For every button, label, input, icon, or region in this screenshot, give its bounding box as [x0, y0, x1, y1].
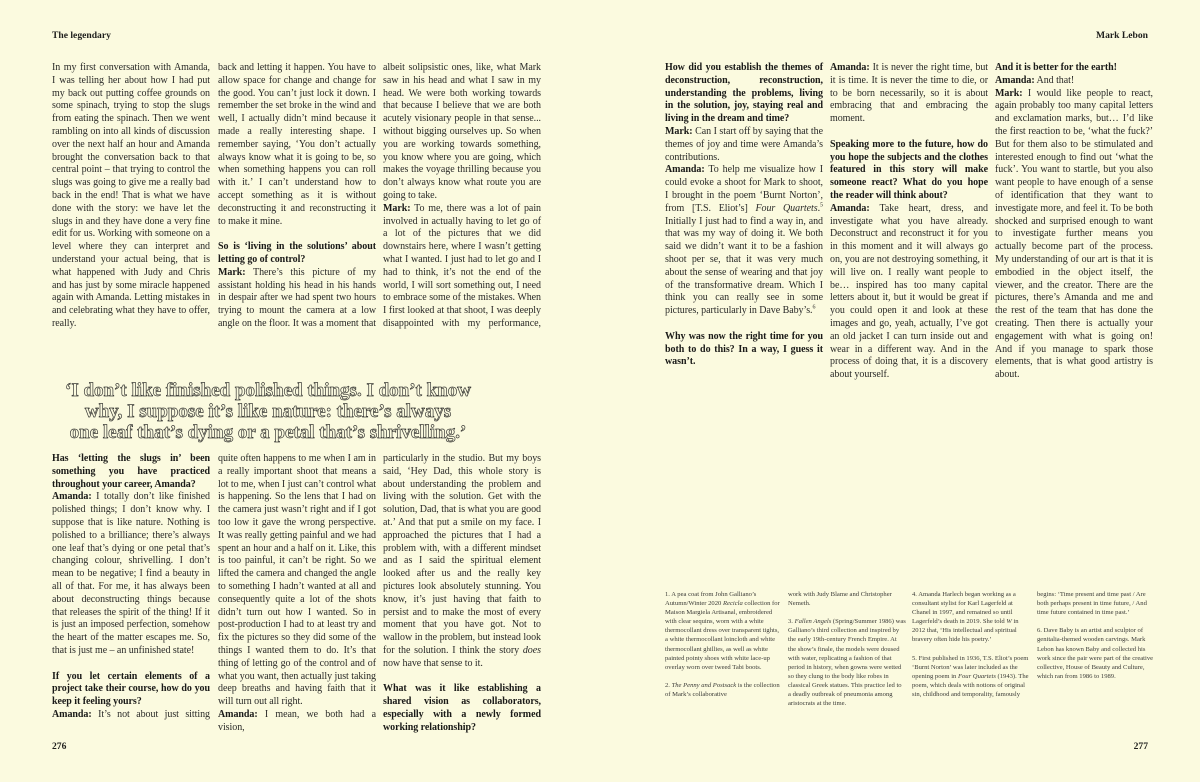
pull-quote: [18, 380, 518, 443]
text-run: (1943). The poem, which deals with notions of original sin, childhood and temporality, famously: [912, 672, 1029, 699]
text-run: 5. First published in 1936, T.S. Eliot’s poem ‘Burnt Norton’ was later included as the opening poem in: [912, 654, 1029, 680]
text-run: What was it like establishing a shared vision as collaborators, especially with a newly formed working relationship?: [383, 683, 541, 733]
italic-title: W: [1006, 618, 1012, 626]
text-run: Take heart, dress, and investigate what you have already. Deconstruct and reconstruct it for you in this moment and it will always go on, you are not destroying something, it will live on. I really want people to be… inspired has too many capital letters about it, but it would be great if you could open it and look at these images and go, yeah, actually, I’ve got an old jacket I can turn inside out and wear in a different way. And in the process of doing that, it is a discovery about yourself.: [830, 202, 988, 381]
interview-question: [52, 671, 210, 709]
paragraph: [830, 62, 988, 126]
speaker-label: Amanda:: [830, 62, 870, 73]
text-run: albeit solipsistic ones, like, what Mark saw in his head and what I saw in my head. We were both working towards that because I believe that we are both acutely visionary people in that sense... without bigging ourselves up. So when you are working towards something, you know where you are going, which makes the voyage thrilling because you don’t always know what route you are going to take.: [383, 62, 541, 201]
page-number-left: 276: [52, 741, 67, 752]
italic-title: Recicla: [722, 600, 743, 608]
text-run: Speaking more to the future, how do you hope the subjects and the clothes featured in this story will make someone react? What do you hope the reader will think about?: [830, 138, 988, 201]
paragraph: [665, 681, 783, 699]
interview-question: [665, 62, 823, 126]
speaker-label: Amanda:: [52, 491, 92, 503]
italic-title: The Penny and Postsack: [671, 681, 737, 689]
text-run: 2.: [665, 681, 672, 689]
text-run: There’s this picture of my assistant holding his head in his hands in despair after we had spent two hours trying to mount the camera at a low angle on the floor. It was a moment that: [218, 266, 376, 329]
paragraph: [218, 267, 376, 331]
text-run: now have that sense to it.: [383, 657, 483, 669]
text-run: I would like people to react, again probably too many capital letters and exclamation marks, but… I’d like the first reaction to be, ‘what the fuck?’ But for them also to be stimulated and interested enough to find out ‘what the fuck’. You want to startle, but you also want people to have enough of a sense of identification that they want to investigate more, and feel it. To be both shocked and surprised enough to want to investigate further means you actually become part of the process. My understanding of our art is that it is embodied in the object itself, the viewer, and the creator. There are the pictures, there’s Amanda and me and the rest of the team that has done the creating. Then there is actually your engagement with what is going on! And if you manage to spark those elements, that is what good artistry is about.: [995, 87, 1153, 381]
italic-title: does: [522, 644, 541, 656]
text-run: work with Judy Blame and Christopher Nemeth.: [788, 591, 892, 608]
interview-question: [830, 139, 988, 203]
interview-question: [383, 683, 541, 734]
italic-title: Four Quartets: [755, 202, 818, 214]
text-run: Initially I just had to find a way in, and that was my way of doing it. We both said we didn’t want it to be a fashion shoot per se, that it was very much about the sense of wearing and that joy of the transformative dream. Which I think you can really see in some pictures, particularly in Dave Baby’s.: [665, 215, 823, 317]
speaker-label: Amanda:: [830, 202, 870, 214]
pull-quote-line: ‘I don’t like finished polished things. I don’t know: [65, 380, 471, 401]
italic-title: Fallen Angels: [794, 618, 832, 626]
text-run: 3.: [788, 618, 795, 626]
italic-title: Four Quartets: [957, 672, 996, 680]
article-column: [383, 62, 541, 331]
text-run: 4. Amanda Harlech began working as a consultant stylist for Karl Lagerfeld at Chanel in 1997, and remained so until Lagerfeld’s death in 2019. She told: [912, 591, 1016, 626]
paragraph: [218, 709, 376, 735]
speaker-label: Mark:: [218, 266, 246, 278]
paragraph: [1037, 626, 1155, 681]
speaker-label: Amanda:: [218, 708, 258, 720]
paragraph: [1037, 590, 1155, 617]
text-run: quite often happens to me when I am in a really important shoot that means a lot to me, when I just can’t control what is happening. So the lens that I had on the camera just wasn’t right and if I got too low it gave the wrong perspective. It was really getting painful and we had spent an hour and a half on it. Like, this is too painful, it can’t be right. So we lifted the camera and changed the angle to something I hadn’t wanted at all and consequently quite a lot of the shots didn’t turn out how I wanted. So in post-production I had to at least try and fix the pictures so they did some of the things I wanted them to do. It’s that thing of letting go of the control and of what you want, then actually just taking deep breaths and having faith that it will turn out all right.: [218, 453, 377, 708]
text-run: And it is better for the earth!: [995, 62, 1117, 73]
pull-quote-line: why, I suppose it’s like nature: there’s always: [84, 401, 452, 422]
paragraph: [995, 88, 1153, 382]
paragraph: [788, 617, 906, 708]
text-run: is the collection of Mark’s collaborative: [665, 681, 780, 699]
paragraph: [218, 62, 376, 228]
article-column: [665, 62, 823, 369]
paragraph: [665, 126, 823, 164]
article-column: [52, 453, 210, 722]
paragraph: [383, 62, 541, 203]
footnote-ref: 5: [820, 202, 823, 209]
article-column: [218, 62, 376, 331]
footnotes-column: [665, 590, 783, 699]
article-column: [218, 453, 376, 735]
paragraph: [383, 203, 541, 331]
text-run: How did you establish the themes of deconstruction, reconstruction, understanding the problems, living in the solution, joy, staying real and living in the dream and time?: [665, 62, 823, 125]
text-run: Has ‘letting the slugs in’ been something you have practiced throughout your career, Amanda?: [52, 453, 210, 490]
paragraph: [912, 654, 1030, 699]
text-run: Can I start off by saying that the themes of joy and time were Amanda’s contributions.: [665, 125, 823, 163]
text-run: It is never the right time, but it is time. It is never the time to die, or to be born necessarily, so it is about embracing that and embracing the moment.: [830, 62, 988, 125]
text-run: I totally don’t like finished polished things; I don’t know why. I suppose that is like nature. Nothing is polished to a brilliance; there’s always one leaf that’s dying or one petal that’s changing colour, shrivelling. I don’t mean to be negative; I find a beauty in all of that. For me, it has always been about deconstructing things because that releases the spirit of the thing! If it is just an imposed perfection, somehow the heart of the matter escapes me. So, that is just me – an unfinished state!: [52, 491, 210, 656]
text-run: So is ‘living in the solutions’ about letting go of control?: [218, 241, 376, 265]
paragraph: [52, 491, 210, 657]
speaker-label: Amanda:: [995, 74, 1035, 86]
speaker-label: Amanda:: [52, 708, 92, 720]
text-run: I mean, we both had a vision,: [218, 708, 376, 733]
paragraph: [52, 709, 210, 722]
interview-question: [995, 62, 1153, 75]
speaker-label: Amanda:: [665, 164, 705, 176]
text-run: particularly in the studio. But my boys said, ‘Hey Dad, this whole story is about understanding the problem and living with the solution. Get with the solution, Dad, that is what you are good at.’ And that put a smile on my face. I approached the pictures that I had a problem with, with a different mindset and as I said the spiritual element looked after us and the really key pictures look absolutely stunning. You know, it’s just having that faith to persist and to make the most of every moment that you have got. Not to wallow in the problem, but instead look for the solution. I think the story: [383, 453, 541, 656]
text-run: .: [817, 202, 821, 214]
article-column: [383, 453, 541, 735]
speaker-label: Mark:: [665, 125, 693, 137]
paragraph: [665, 590, 783, 672]
paragraph: [830, 203, 988, 382]
article-column: [995, 62, 1153, 382]
text-run: And that!: [1034, 74, 1075, 86]
speaker-label: Mark:: [383, 202, 411, 214]
footnotes-column: [788, 590, 906, 708]
text-run: Why was now the right time for you both to do this? In a way, I guess it wasn’t.: [665, 330, 823, 368]
paragraph: [383, 453, 541, 671]
footnotes-column: [912, 590, 1030, 699]
paragraph: [995, 75, 1153, 88]
running-head-right: Mark Lebon: [1096, 30, 1148, 41]
text-run: To me, there was a lot of pain involved in actually having to let go of a lot of the pictures that we did downstairs here, where I wasn’t getting what I wanted. I just had to let go and I had to think, it’s not the end of the world, I will sort something out, I need to embrace some of the mistakes. When I first looked at that shoot, I was deeply disappointed with my performance,: [383, 202, 541, 329]
text-run: In my first conversation with Amanda, I was telling her about how I had put my back out putting coffee grounds on some spinach, trying to stop the slugs from eating the spinach. Then we went rambling on into all kinds of discussion over the next half an hour and Amanda brought the conversation back to that central point – that trying to control the slugs was going to give me a really bad back in the end! That is what we have done with the story: we have let the slugs in and they have done a very fine edit for us. Working with someone on a level where they can interpret and understand your actual being, that is what happened with Judy and Chris and has just by some miracle happened again with Amanda. Letting mistakes in and celebrating what they have to offer, really.: [52, 62, 210, 329]
text-run: begins: ‘Time present and time past / Are both perhaps present in time future, / And time future contained in time past.’: [1037, 591, 1147, 617]
text-run: collection for Maison Margiela Artisanal, embroidered with clear sequins, worn with a white thermocollant dress over transparent tights, a white thermocollant loincloth and white thermocollant ghillies, as well as white painted pointy shoes with white lace-up overlay worn over tweed Tabi boots.: [665, 600, 780, 671]
paragraph: [912, 590, 1030, 645]
pull-quote-line: one leaf that’s dying or a petal that’s shrivelling.’: [69, 422, 467, 443]
article-column: [52, 62, 210, 331]
paragraph: [788, 590, 906, 608]
paragraph: [218, 453, 376, 709]
footnotes-column: [1037, 590, 1155, 681]
paragraph: [52, 62, 210, 331]
paragraph: [665, 164, 823, 318]
text-run: in 2012 that, ‘His intellectual and spiritual bravery often hide his poetry.’: [912, 618, 1019, 644]
interview-question: [218, 241, 376, 267]
text-run: 6. Dave Baby is an artist and sculptor of genitalia-themed wooden carvings. Mark Lebon has known Baby and collected his work since the pair were part of the creative collective, House of Beauty and Culture, which ran from 1986 to 1989.: [1037, 627, 1154, 680]
interview-question: [52, 453, 210, 491]
text-run: To help me visualize how I could evoke a shoot for Mark to shoot, I brought in the poem ‘Burnt Norton’, from [T.S. Eliot’s]: [665, 164, 823, 214]
text-run: 1. A pea coat from John Galliano’s Autumn/Winter 2020: [665, 591, 757, 608]
article-column: [830, 62, 988, 382]
running-head-left: The legendary: [52, 30, 111, 41]
speaker-label: Mark:: [995, 87, 1023, 99]
interview-question: [665, 331, 823, 369]
text-run: back and letting it happen. You have to allow space for change and change for the good. You can’t just lock it down. I remember the set broke in the wind and well, I actually didn’t mind because it made a really interesting shape. I remember saying, ‘You don’t actually always know what it is going to be, so when something happens you can roll with it.’ I can’t understand how to accept something as it is without deconstructing it and reconstructing it to make it mine.: [218, 62, 376, 227]
page-number-right: 277: [1133, 741, 1148, 752]
text-run: (Spring/Summer 1986) was Galliano’s third collection and inspired by the early 19th-century French Empire. At the show’s finale, the models were doused with water, replicating a fashion of that period in history, when gowns were wetted so they clung to the body like robes in classical Greek statues. This practice led to a deadly outbreak of pneumonia among aristocrats at the time.: [788, 618, 906, 708]
footnote-ref: 6: [812, 304, 816, 311]
text-run: It’s not about just sitting: [91, 708, 210, 720]
text-run: If you let certain elements of a project take their course, how do you keep it feeling yours?: [52, 670, 210, 708]
